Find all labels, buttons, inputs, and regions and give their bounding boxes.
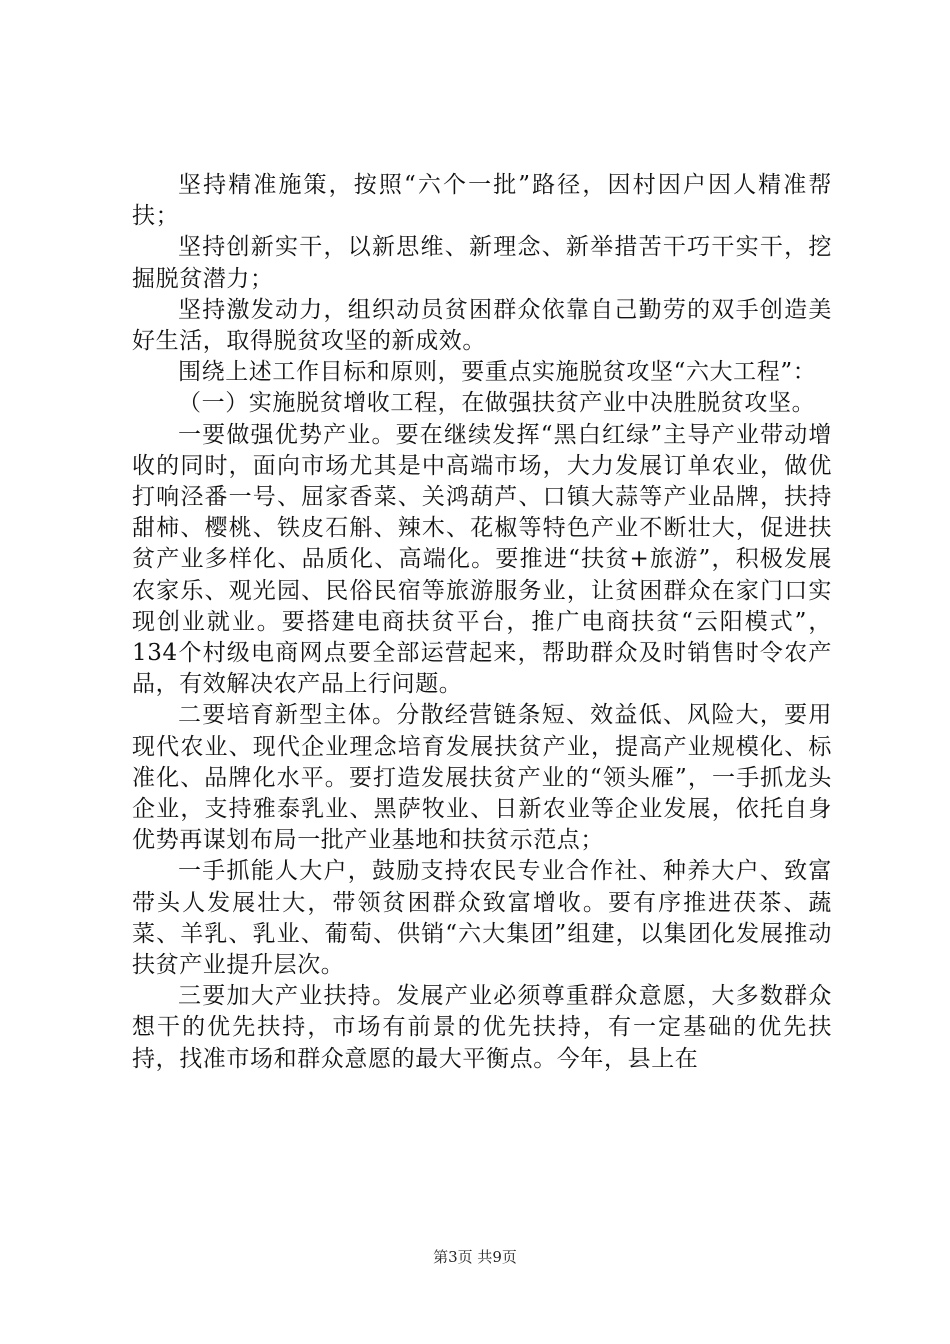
paragraph-six-projects-intro: 围绕上述工作目标和原则，要重点实施脱贫攻坚“六大工程”： <box>178 359 817 386</box>
paragraph-industry-support: 三要加大产业扶持。发展产业必须尊重群众意愿，大多数群众想干的优先扶持，市场有前景的优先扶持，有一定基础的优先扶持，找准市场和群众意愿的最大平衡点。今年，县上在 <box>132 983 832 1072</box>
section-heading-income-project: （一）实施脱贫增收工程，在做强扶贫产业中决胜脱贫攻坚。 <box>178 390 816 417</box>
document-body <box>132 170 832 1075</box>
paragraph-motivation: 坚持激发动力，组织动员贫困群众依靠自己勤劳的双手创造美好生活，取得脱贫攻坚的新成效。 <box>132 296 832 355</box>
paragraph-capable-households: 一手抓能人大户，鼓励支持农民专业合作社、种养大户、致富带头人发展壮大，带领贫困群众致富增收。要有序推进茯茶、蔬菜、羊乳、乳业、葡萄、供销“六大集团”组建，以集团化发展推动扶贫产业提升层次。 <box>132 858 832 979</box>
paragraph-advantage-industry: 一要做强优势产业。要在继续发挥“黑白红绿”主导产业带动增收的同时，面向市场尤其是中高端市场，大力发展订单农业，做优打响泾番一号、屈家香菜、关鸿葫芦、口镇大蒜等产业品牌，扶持甜柿、樱桃、铁皮石斛、辣木、花椒等特色产业不断壮大，促进扶贫产业多样化、品质化、高端化。要推进“扶贫+旅游”，积极发展农家乐、观光园、民俗民宿等旅游服务业，让贫困群众在家门口实现创业就业。要搭建电商扶贫平台，推广电商扶贫“云阳模式”，134个村级电商网点要全部运营起来，帮助群众及时销售时令农产品，有效解决农产品上行问题。 <box>132 421 832 698</box>
paragraph-innovation: 坚持创新实干，以新思维、新理念、新举措苦干巧干实干，挖掘脱贫潜力； <box>132 234 832 292</box>
page-number-footer: 第3页 共9页 <box>433 1248 517 1266</box>
paragraph-new-entities: 二要培育新型主体。分散经营链条短、效益低、风险大，要用现代农业、现代企业理念培育发展扶贫产业，提高产业规模化、标准化、品牌化水平。要打造发展扶贫产业的“领头雁”，一手抓龙头企业，支持雅泰乳业、黑萨牧业、日新农业等企业发展，依托自身优势再谋划布局一批产业基地和扶贫示范点； <box>132 702 832 854</box>
paragraph-precise-policy: 坚持精准施策，按照“六个一批”路径，因村因户因人精准帮扶； <box>132 172 832 230</box>
